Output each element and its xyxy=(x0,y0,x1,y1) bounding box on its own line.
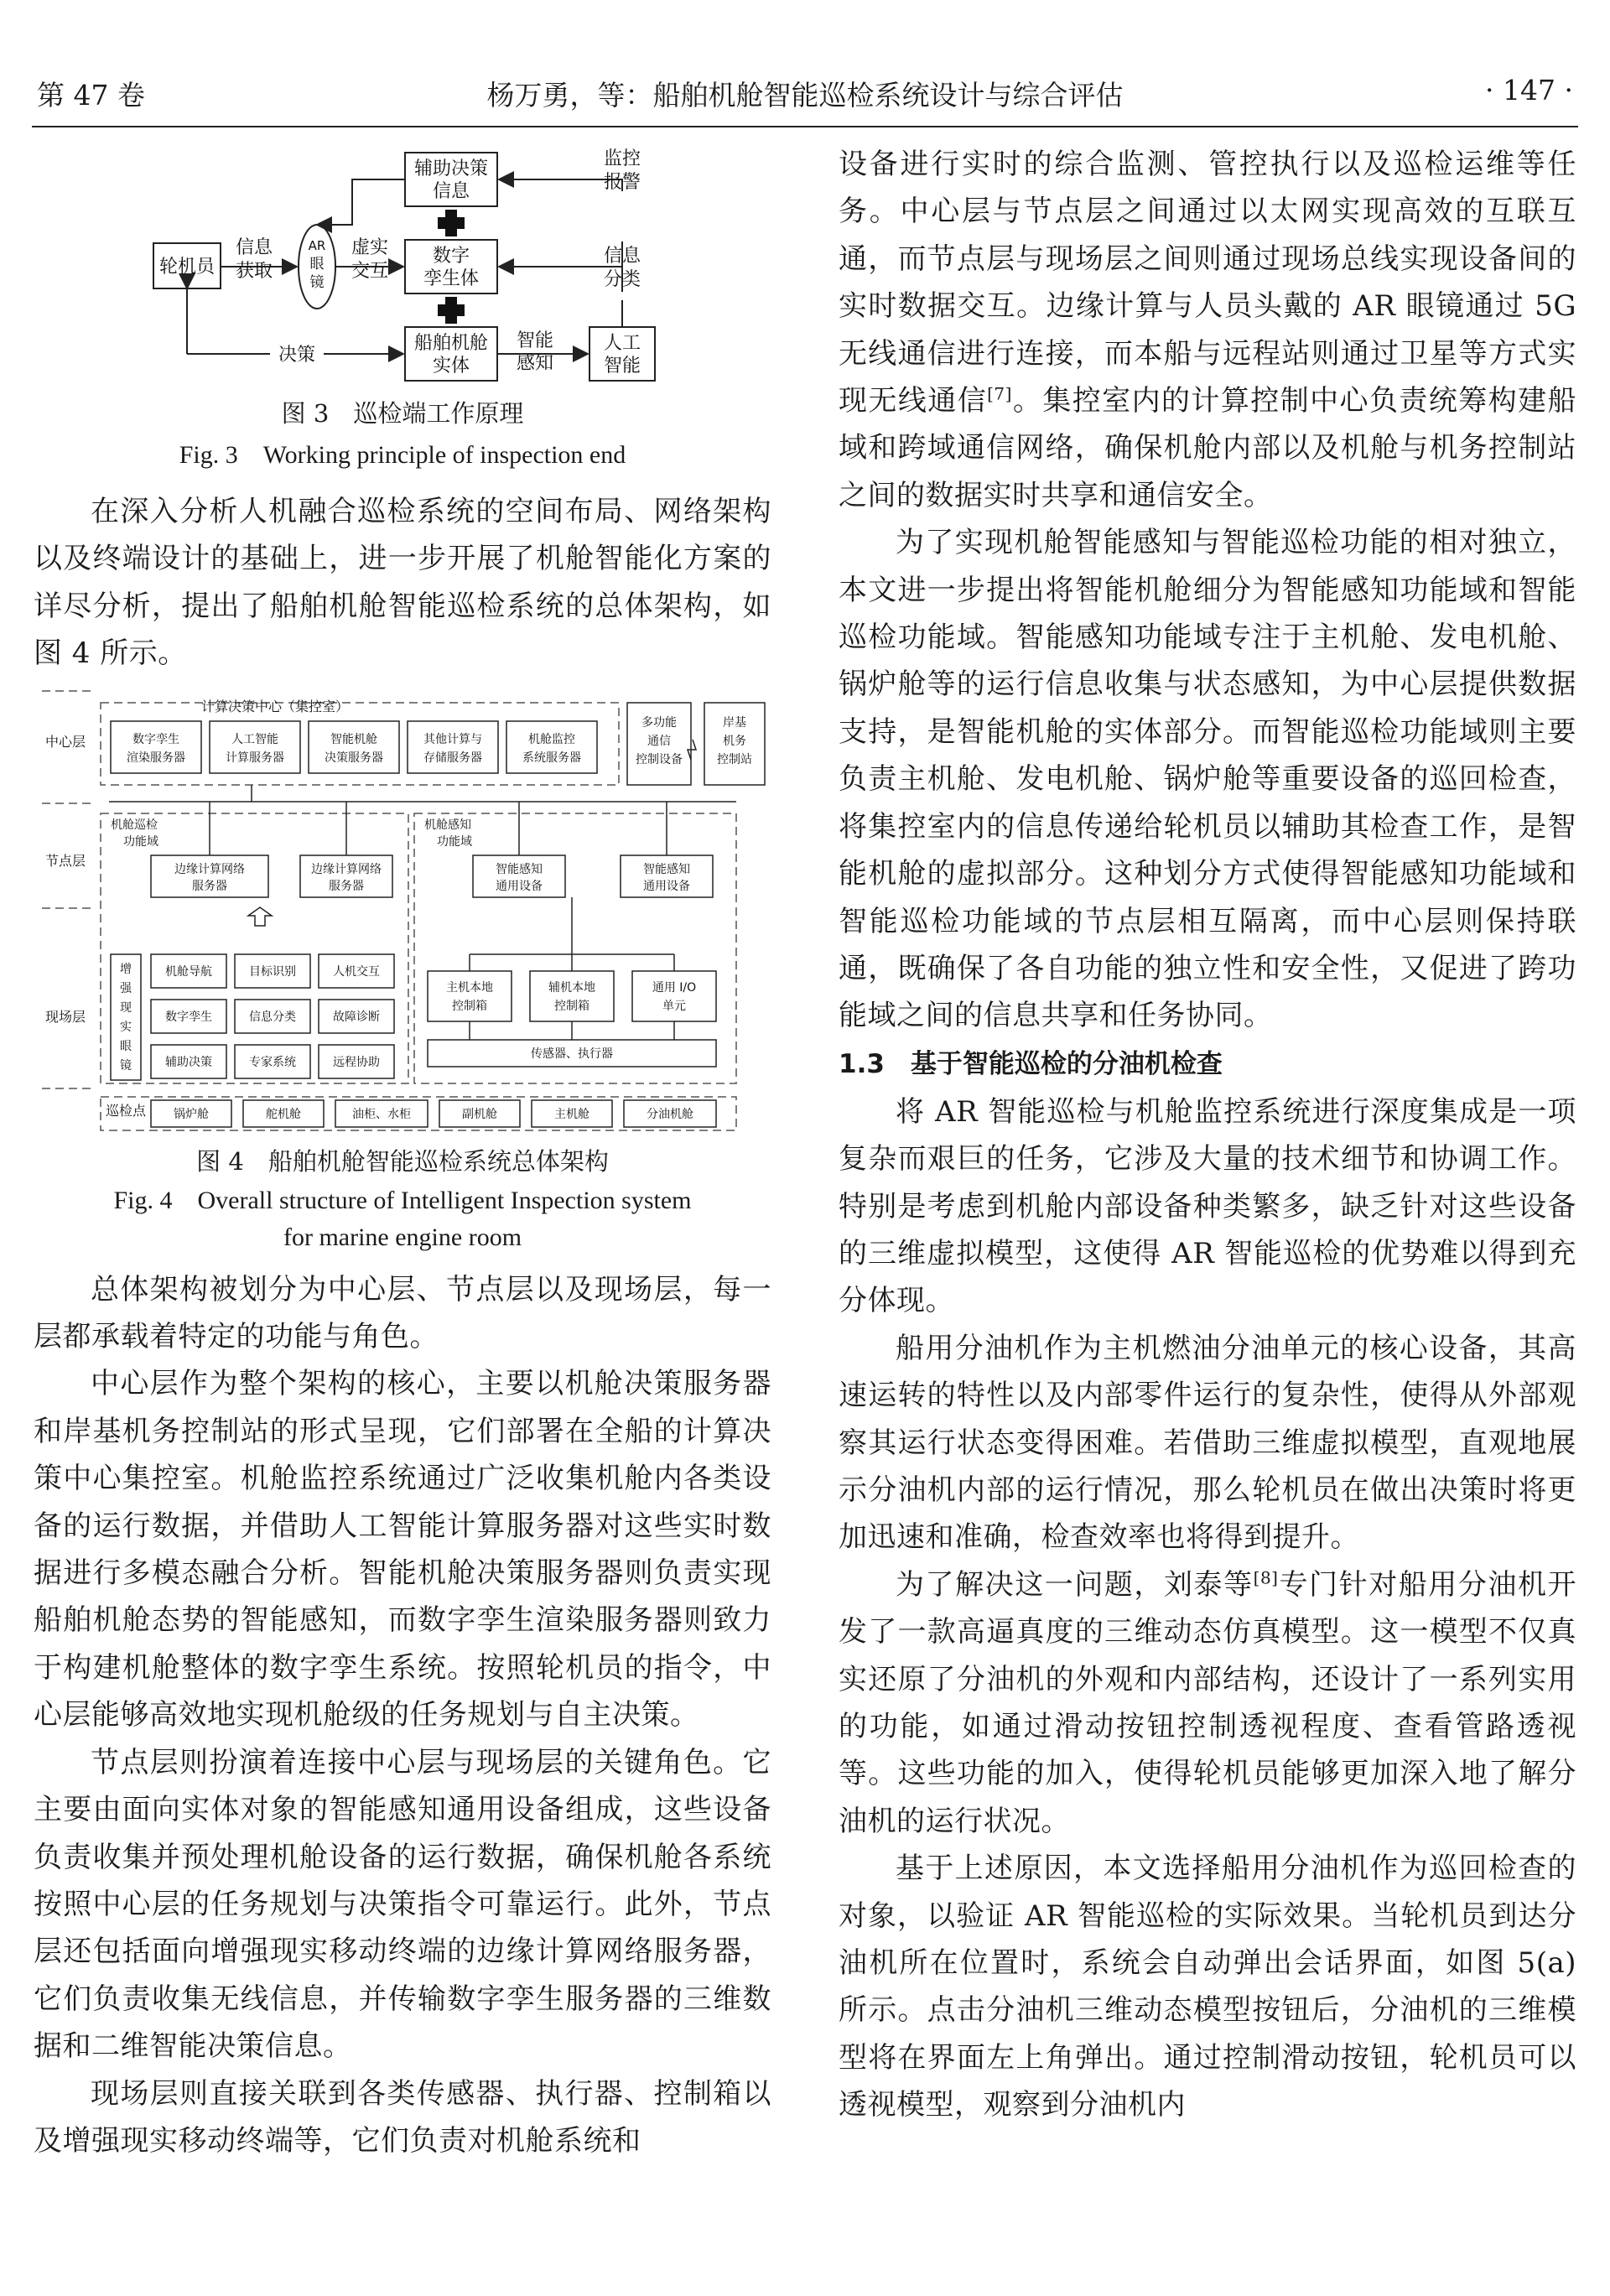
ar-label-2: 眼 xyxy=(309,256,325,273)
figure-4 xyxy=(34,688,771,1140)
control-box-3-label-2: 单元 xyxy=(662,999,686,1013)
virtual-interact-label-2: 交互 xyxy=(351,261,389,282)
layer-field-label: 现场层 xyxy=(45,1008,86,1025)
sense-device-2-label-1: 智能感知 xyxy=(643,862,690,876)
info-acquire-label-2: 获取 xyxy=(235,261,273,282)
info-classify-label-1: 信息 xyxy=(603,246,641,267)
ar-terminal-char-1: 增 xyxy=(120,962,132,976)
insp-domain-label-2: 功能域 xyxy=(123,834,158,849)
function-2: 目标识别 xyxy=(249,964,296,979)
control-box-1-label-2: 控制箱 xyxy=(452,999,487,1013)
multi-device-label-2: 通信 xyxy=(647,734,671,748)
engine-entity-label-1: 船舶机舱 xyxy=(413,333,489,354)
right-paragraph-1-tail: 。集控室内的计算控制中心负责统筹构建船域和跨域通信网络，确保机舱内部以及机舱与机务控制站之间的数据实时共享和通信安全。 xyxy=(839,384,1577,512)
sense-domain-label-2: 功能域 xyxy=(437,834,472,849)
ai-label-2: 智能 xyxy=(603,356,641,377)
multi-device-label-1: 多功能 xyxy=(641,715,677,730)
header-volume: 第 47 卷 xyxy=(37,79,145,112)
smart-sense-label-1: 智能 xyxy=(516,330,554,351)
sensors-label: 传感器、执行器 xyxy=(531,1047,613,1061)
edge-server-1-label-2: 服务器 xyxy=(192,879,227,893)
ar-terminal-char-4: 实 xyxy=(120,1020,132,1034)
server-2-label-1: 人工智能 xyxy=(231,732,278,746)
ar-terminal-char-5: 眼 xyxy=(120,1039,132,1053)
point-6: 分油机舱 xyxy=(647,1107,693,1121)
function-9: 远程协助 xyxy=(333,1055,380,1069)
control-box-2-label-1: 辅机本地 xyxy=(548,980,595,995)
engineer-label: 轮机员 xyxy=(158,257,216,278)
header-page-number: · 147 · xyxy=(1485,74,1573,106)
figure-3 xyxy=(34,141,771,392)
right-paragraph-1-text: 设备进行实时的综合监测、管控执行以及巡检运维等任务。中心层与节点层之间通过以太网实现高效的互联互通，而节点层与现场层之间则通过现场总线实现设备间的实时数据交互。边缘计算与人员头戴的 AR 眼镜通过 5G 无线通信进行连接，而本船与远程站则通过卫星等方式实现无线通信 xyxy=(839,148,1576,418)
figure-4-caption-en-2: for marine engine room xyxy=(283,1223,522,1251)
sense-device-1-label-2: 通用设备 xyxy=(496,879,543,893)
function-8: 专家系统 xyxy=(249,1055,296,1069)
point-1: 锅炉舱 xyxy=(174,1107,209,1121)
server-5-label-2: 系统服务器 xyxy=(522,751,581,765)
sense-device-1-label-1: 智能感知 xyxy=(496,862,543,876)
header-rule xyxy=(32,126,1578,127)
engine-entity-label-2: 实体 xyxy=(432,356,470,377)
point-5: 主机舱 xyxy=(554,1107,589,1121)
right-paragraph-5-head: 为了解决这一问题，刘泰等 xyxy=(896,1567,1254,1602)
left-paragraph-1: 在深入分析人机融合巡检系统的空间布局、网络架构以及终端设计的基础上，进一步开展了机舱智能化方案的详尽分析，提出了船舶机舱智能巡检系统的总体架构，如图 4 所示。 xyxy=(34,495,771,671)
edge-server-2-label-2: 服务器 xyxy=(329,879,364,893)
right-paragraph-5-tail: 专门针对船用分油机开发了一款高逼真度的三维动态仿真模型。这一模型不仅真实还原了分油机的外观和内部结构，还设计了一系列实用的功能，如通过滑动按钮控制透视程度、查看管路透视等。这些功能的加入，使得轮机员能够更加深入地了解分油机的运行状况。 xyxy=(839,1567,1577,1838)
left-paragraph-3: 中心层作为整个架构的核心，主要以机舱决策服务器和岸基机务控制站的形式呈现，它们部署在全船的计算决策中心集控室。机舱监控系统通过广泛收集机舱内各类设备的运行数据，并借助人工智能计算服务器对这些实时数据进行多模态融合分析。智能机舱决策服务器则负责实现船舶机舱态势的智能感知，而数字孪生渲染服务器则致力于构建机舱整体的数字孪生系统。按照轮机员的指令，中心层能够高效地实现机舱级的任务规划与自主决策。 xyxy=(34,1367,771,1732)
control-box-1-label-1: 主机本地 xyxy=(446,980,493,995)
server-4-label-1: 其他计算与 xyxy=(423,732,482,746)
figure-3-caption-cn: 图 3 巡检端工作原理 xyxy=(281,399,524,428)
server-1-label-1: 数字孪生 xyxy=(132,732,179,746)
ar-label-1: AR xyxy=(308,238,326,253)
point-2: 舵机舱 xyxy=(266,1107,301,1121)
right-paragraph-4: 船用分油机作为主机燃油分油单元的核心设备，其高速运转的特性以及内部零件运行的复杂性，使得从外部观察其运行状态变得困难。若借助三维虚拟模型，直观地展示分油机内部的运行情况，那么轮机员在做出决策时将更加迅速和准确，检查效率也将得到提升。 xyxy=(839,1331,1576,1555)
right-paragraph-3: 将 AR 智能巡检与机舱监控系统进行深度集成是一项复杂而艰巨的任务，它涉及大量的技术细节和协调工作。特别是考虑到机舱内部设备种类繁多，缺乏针对这些设备的三维虚拟模型，这使得 AR 智能巡检的优势难以得到充分体现。 xyxy=(839,1094,1576,1318)
digital-twin-label-2: 孪生体 xyxy=(423,268,480,289)
point-4: 副机舱 xyxy=(462,1107,497,1121)
edge-server-2-label-1: 边缘计算网络 xyxy=(311,862,382,876)
left-column xyxy=(34,141,771,2164)
right-paragraph-1 xyxy=(839,141,1576,519)
function-6: 故障诊断 xyxy=(333,1010,380,1024)
right-paragraph-2: 为了实现机舱智能感知与智能巡检功能的相对独立，本文进一步提出将智能机舱细分为智能感知功能域和智能巡检功能域。智能感知功能域专注于主机舱、发电机舱、锅炉舱等的运行信息收集与状态感知，为中心层提供数据支持，是智能机舱的实体部分。而智能巡检功能域则主要负责主机舱、发电机舱、锅炉舱等重要设备的巡回检查，将集控室内的信息传递给轮机员以辅助其检查工作，是智能机舱的虚拟部分。这种划分方式使得智能感知功能域和智能巡检功能域的节点层相互隔离，而中心层则保持联通，既确保了各自功能的独立性和安全性，又促进了跨功能域之间的信息共享和任务协同。 xyxy=(839,526,1576,1033)
decision-label: 决策 xyxy=(278,345,316,366)
function-5: 信息分类 xyxy=(249,1010,296,1024)
function-7: 辅助决策 xyxy=(165,1055,212,1069)
layer-node-label: 节点层 xyxy=(45,852,86,869)
left-paragraph-4: 节点层则扮演着连接中心层与现场层的关键角色。它主要由面向实体对象的智能感知通用设备组成，这些设备负责收集并预处理机舱设备的运行数据，确保机舱各系统按照中心层的任务规划与决策指令可靠运行。此外，节点层还包括面向增强现实移动终端的边缘计算网络服务器，它们负责收集无线信息，并传输数字孪生服务器的三维数据和二维智能决策信息。 xyxy=(34,1745,771,2064)
left-paragraph-2: 总体架构被划分为中心层、节点层以及现场层，每一层都承载着特定的功能与角色。 xyxy=(34,1272,771,1354)
server-3-label-2: 决策服务器 xyxy=(325,751,383,765)
control-box-3-label-1: 通用 I/O xyxy=(652,980,697,995)
insp-domain-label-1: 机舱巡检 xyxy=(111,818,158,832)
smart-sense-label-2: 感知 xyxy=(516,353,554,374)
figure-4-caption-cn: 图 4 船舶机舱智能巡检系统总体架构 xyxy=(196,1146,609,1176)
shore-label-2: 机务 xyxy=(723,734,746,748)
function-4: 数字孪生 xyxy=(165,1010,212,1024)
server-4-label-2: 存储服务器 xyxy=(423,751,482,765)
ar-terminal-char-6: 镜 xyxy=(120,1058,132,1073)
edge-server-1-label-1: 边缘计算网络 xyxy=(174,862,245,876)
header-title: 杨万勇，等：船舶机舱智能巡检系统设计与综合评估 xyxy=(486,79,1124,112)
figure-3-caption-en: Fig. 3 Working principle of inspection end xyxy=(179,441,626,469)
virtual-interact-label-1: 虚实 xyxy=(351,237,389,258)
left-paragraph-5: 现场层则直接关联到各类传感器、执行器、控制箱以及增强现实移动终端等，它们负责对机舱系统和 xyxy=(34,2076,771,2158)
center-title: 计算决策中心（集控室） xyxy=(201,698,350,714)
figure-4-diagram xyxy=(34,688,771,1140)
shore-label-3: 控制站 xyxy=(717,752,752,766)
server-1-label-2: 渲染服务器 xyxy=(127,751,185,765)
info-classify-label-2: 分类 xyxy=(603,269,641,290)
server-2-label-2: 计算服务器 xyxy=(226,751,284,765)
server-3-label-1: 智能机舱 xyxy=(330,732,377,746)
citation-7: [7] xyxy=(987,383,1012,404)
ai-label-1: 人工 xyxy=(603,333,641,354)
layer-center-label: 中心层 xyxy=(45,733,86,750)
function-3: 人机交互 xyxy=(333,964,380,979)
decision-info-label-1: 辅助决策 xyxy=(413,158,489,179)
ar-terminal-char-3: 现 xyxy=(120,1000,132,1015)
citation-8: [8] xyxy=(1253,1567,1279,1588)
figure-4-caption-en-1: Fig. 4 Overall structure of Intelligent Inspection system xyxy=(113,1186,692,1214)
point-3: 油柜、水柜 xyxy=(352,1107,411,1121)
figure-3-diagram xyxy=(34,141,771,392)
shore-label-1: 岸基 xyxy=(723,715,746,730)
ar-terminal-char-2: 强 xyxy=(120,981,132,995)
sense-domain-label-1: 机舱感知 xyxy=(424,818,471,832)
right-paragraph-5 xyxy=(839,1561,1576,1845)
ar-label-3: 镜 xyxy=(309,274,325,291)
multi-device-label-3: 控制设备 xyxy=(636,752,683,766)
monitor-alarm-label-1: 监控 xyxy=(603,148,641,169)
section-heading-1-3: 1.3 基于智能巡检的分油机检查 xyxy=(839,1048,1223,1079)
digital-twin-label-1: 数字 xyxy=(432,246,470,267)
decision-info-label-2: 信息 xyxy=(432,181,470,202)
layer-points-label: 巡检点 xyxy=(106,1102,147,1119)
right-paragraph-6: 基于上述原因，本文选择船用分油机作为巡回检查的对象，以验证 AR 智能巡检的实际效果。当轮机员到达分油机所在位置时，系统会自动弹出会话界面，如图 5(a) 所示。点击分油机三维动态模型按钮后，分油机的三维模型将在界面左上角弹出。通过控制滑动按钮，轮机员可以透视模型，观察到分油机内 xyxy=(839,1852,1576,2122)
sense-device-2-label-2: 通用设备 xyxy=(643,879,690,893)
right-column xyxy=(839,141,1576,2129)
control-box-2-label-2: 控制箱 xyxy=(554,999,589,1013)
inspection-domain-container xyxy=(101,813,408,1083)
server-5-label-1: 机舱监控 xyxy=(528,732,575,746)
function-1: 机舱导航 xyxy=(165,964,212,979)
info-acquire-label-1: 信息 xyxy=(235,237,273,258)
monitor-alarm-label-2: 报警 xyxy=(603,172,641,193)
